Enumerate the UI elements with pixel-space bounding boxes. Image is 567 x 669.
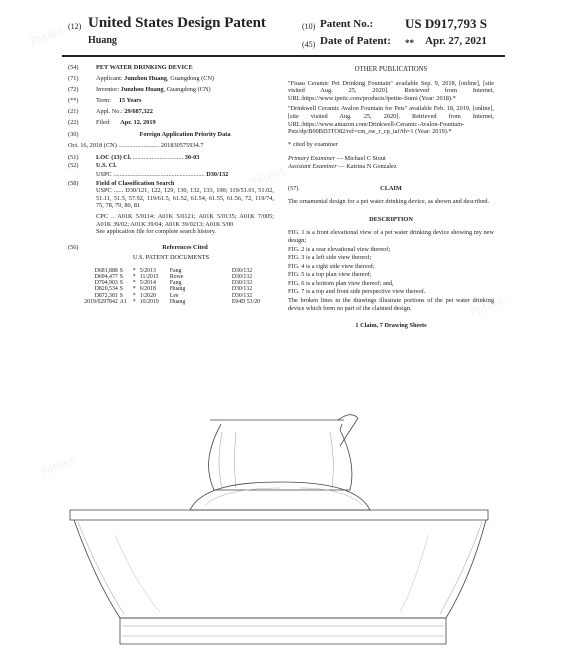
bowl-body [74, 520, 486, 618]
jug-spout [338, 415, 358, 446]
citation-date: 11/2013 [139, 274, 159, 281]
citation-kind: S [119, 286, 123, 293]
citation-cls: D30/132 [231, 274, 253, 281]
citation-name: Lee [169, 292, 179, 299]
watermark: Patent [28, 24, 67, 49]
citation-cls: D30/132 [231, 280, 253, 287]
bowl-highlight-1 [115, 535, 160, 612]
claim-text: The ornamental design for a pet water drinking device, as shown and described. [288, 198, 490, 206]
dome [190, 482, 370, 510]
field-row: (58) Field of Classification Search [68, 179, 175, 187]
citation-num: 2019/0297842 [84, 298, 118, 305]
bowl-foot [120, 618, 446, 644]
patent-date: Apr. 27, 2021 [425, 35, 487, 47]
figure-description: FIG. 3 is a left side view thereof; [288, 254, 372, 262]
priority-row: (30) Foreign Application Priority Data [68, 130, 231, 138]
code-12: (12) [68, 22, 82, 31]
citation-name: Huang [169, 286, 186, 293]
citation-mark: * [132, 267, 136, 274]
patent-title: United States Design Patent [88, 15, 266, 31]
citation-date: 5/2014 [139, 280, 156, 287]
citation-cls: D30/132 [231, 267, 253, 274]
patent-number: US D917,793 S [405, 16, 487, 31]
claim-heading: CLAIM [380, 184, 402, 192]
citation-kind: S [119, 274, 123, 281]
figure-description: FIG. 4 is a right side view thereof; [288, 262, 375, 270]
figure-description: FIG. 5 is a top plan view thereof; [288, 271, 372, 279]
other-publications-heading: OTHER PUBLICATIONS [354, 66, 428, 73]
citation-num: D704,903 [94, 280, 118, 287]
bowl-foot-band [122, 626, 444, 636]
citation-kind: S [119, 280, 123, 287]
citation-mark: * [132, 298, 136, 305]
claim-heading-row: (57) CLAIM [288, 185, 494, 193]
publication-2: "Drinkwell Ceramic Avalon Fountain for Pets" available Feb. 18, 2019, [online], [site visited Aug. 25, 2020]. Retrieved from Internet, URL:https://www.amazon.com/Drinkwell-Ceramic-Avalon-Fountain-Pets/dp/B00BD3TO82/ref=cm_sw_r_cp_tai?th=1 (Year: 2019).* [288, 105, 494, 136]
citation-kind: A1 [119, 298, 127, 305]
cited-note: * cited by examiner [288, 140, 338, 148]
inventor-surname: Huang [88, 35, 117, 46]
citation-mark: * [132, 286, 136, 293]
refs-subheading: U.S. PATENT DOCUMENTS [132, 254, 210, 262]
citation-date: 6/2018 [139, 286, 156, 293]
jug-neck-shading [219, 432, 333, 488]
claims-sheets: 1 Claim, 7 Drawing Sheets [355, 322, 427, 330]
citation-kind: S [119, 267, 123, 274]
description-heading: DESCRIPTION [369, 215, 413, 223]
citation-name: Fang [169, 280, 182, 287]
title-row: (54) PET WATER DRINKING DEVICE [68, 64, 274, 72]
bowl-rim [70, 510, 488, 520]
figure-description: FIG. 6 is a bottom plan view thereof; and, [288, 279, 394, 287]
code-45: (45) [302, 40, 316, 49]
bowl-inner-line [78, 522, 482, 614]
filed-row: (22) Filed: Apr. 12, 2019 [68, 119, 156, 127]
citation-mark: * [132, 274, 136, 281]
refs-row: (56) References Cited [68, 243, 208, 251]
citation-num: D694,477 [94, 274, 118, 281]
figure-description: FIG. 7 is a top and front side perspective view thereof. [288, 288, 426, 296]
dome-highlights [205, 488, 362, 505]
figure-description: FIG. 1 is a front elevational view of a pet water drinking device showing my new design; [288, 229, 494, 244]
inventor-row: (72) Inventor: Junzhou Huang, Guangdong (CN) [68, 86, 211, 94]
citation-kind: S [119, 292, 123, 299]
citation-date: 10/2019 [139, 298, 159, 305]
watermark: Patent [248, 164, 287, 189]
applicant-row: (71) Applicant: Junzhou Huang, Guangdong (CN) [68, 75, 215, 83]
date-label: Date of Patent: [320, 35, 391, 47]
date-marker: ** [405, 38, 414, 48]
citation-cls: D30/132 [231, 292, 253, 299]
figure-description: FIG. 2 is a rear elevational view thereof; [288, 245, 391, 253]
citation-num: D681,888 [94, 267, 118, 274]
broken-lines-note: The broken lines in the drawings illustrate portions of the pet water drinking device which form no part of the claimed design. [288, 297, 494, 312]
citation-mark: * [132, 280, 136, 287]
publication-1: "Fiuau Ceramic Pet Drinking Fountain" available Sep. 9, 2018, [online], [site visited Aug. 25, 2020]. Retrieved from Internet, URL:https://www.ipetic.com/products/ipettie-fiumi (Year: 2018).* [288, 79, 494, 102]
loc-row: (51) LOC (13) Cl. ................................ 30-03 [68, 153, 200, 161]
citation-date: 5/2013 [139, 267, 156, 274]
watermark: Patent [468, 294, 507, 319]
field-note: See application file for complete search history. [96, 228, 217, 236]
citation-name: Huang [169, 298, 186, 305]
appl-row: (21) Appl. No.: 29/687,322 [68, 108, 153, 116]
citation-num: D872,381 [94, 292, 118, 299]
assistant-examiner: Assistant Examiner — Katrina N Gonzalez [288, 162, 397, 170]
priority-line: Oct. 16, 2018 (CN) .......................... 201830575934.7 [68, 142, 204, 150]
bowl-highlight-2 [400, 535, 428, 612]
citation-date: 1/2020 [139, 292, 156, 299]
field-uspc: USPC ...... D30/121, 122, 129, 130, 132, 133, 190; 119/51.01, 51.02, 51.11, 51.5, 57.92, 119/61.5, 61.52, 61.54, 61.55, 61.56, 72, 119/74, 75, 78, 79, 80, 81 [96, 187, 274, 210]
field-cpc: CPC .. A01K 5/0114; A01K 5/0121; A01K 5/0135; A01K 7/005; A01K 39/02; A01K 39/04; A01K 39/0213; A01K 5/00 [96, 212, 274, 228]
citation-cls: D30/132 [231, 286, 253, 293]
term-row: (**) Term: 15 Years [68, 97, 142, 105]
citation-cls: E04D 53/20 [231, 298, 260, 305]
primary-examiner: Primary Examiner — Michael C Stout [288, 155, 386, 163]
uspc-row: USPC .......................................................... D30/132 [96, 170, 229, 178]
citation-name: Rowe [169, 274, 184, 281]
citation-mark: * [132, 292, 136, 299]
invention-title: PET WATER DRINKING DEVICE [96, 64, 193, 71]
citation-num: D820,534 [94, 286, 118, 293]
watermark: Patent [38, 454, 77, 479]
uscl-row: (52) U.S. Cl. [68, 162, 117, 170]
citation-name: Fang [169, 267, 182, 274]
patent-no-label: Patent No.: [320, 18, 374, 30]
code-10: (10) [302, 22, 316, 31]
